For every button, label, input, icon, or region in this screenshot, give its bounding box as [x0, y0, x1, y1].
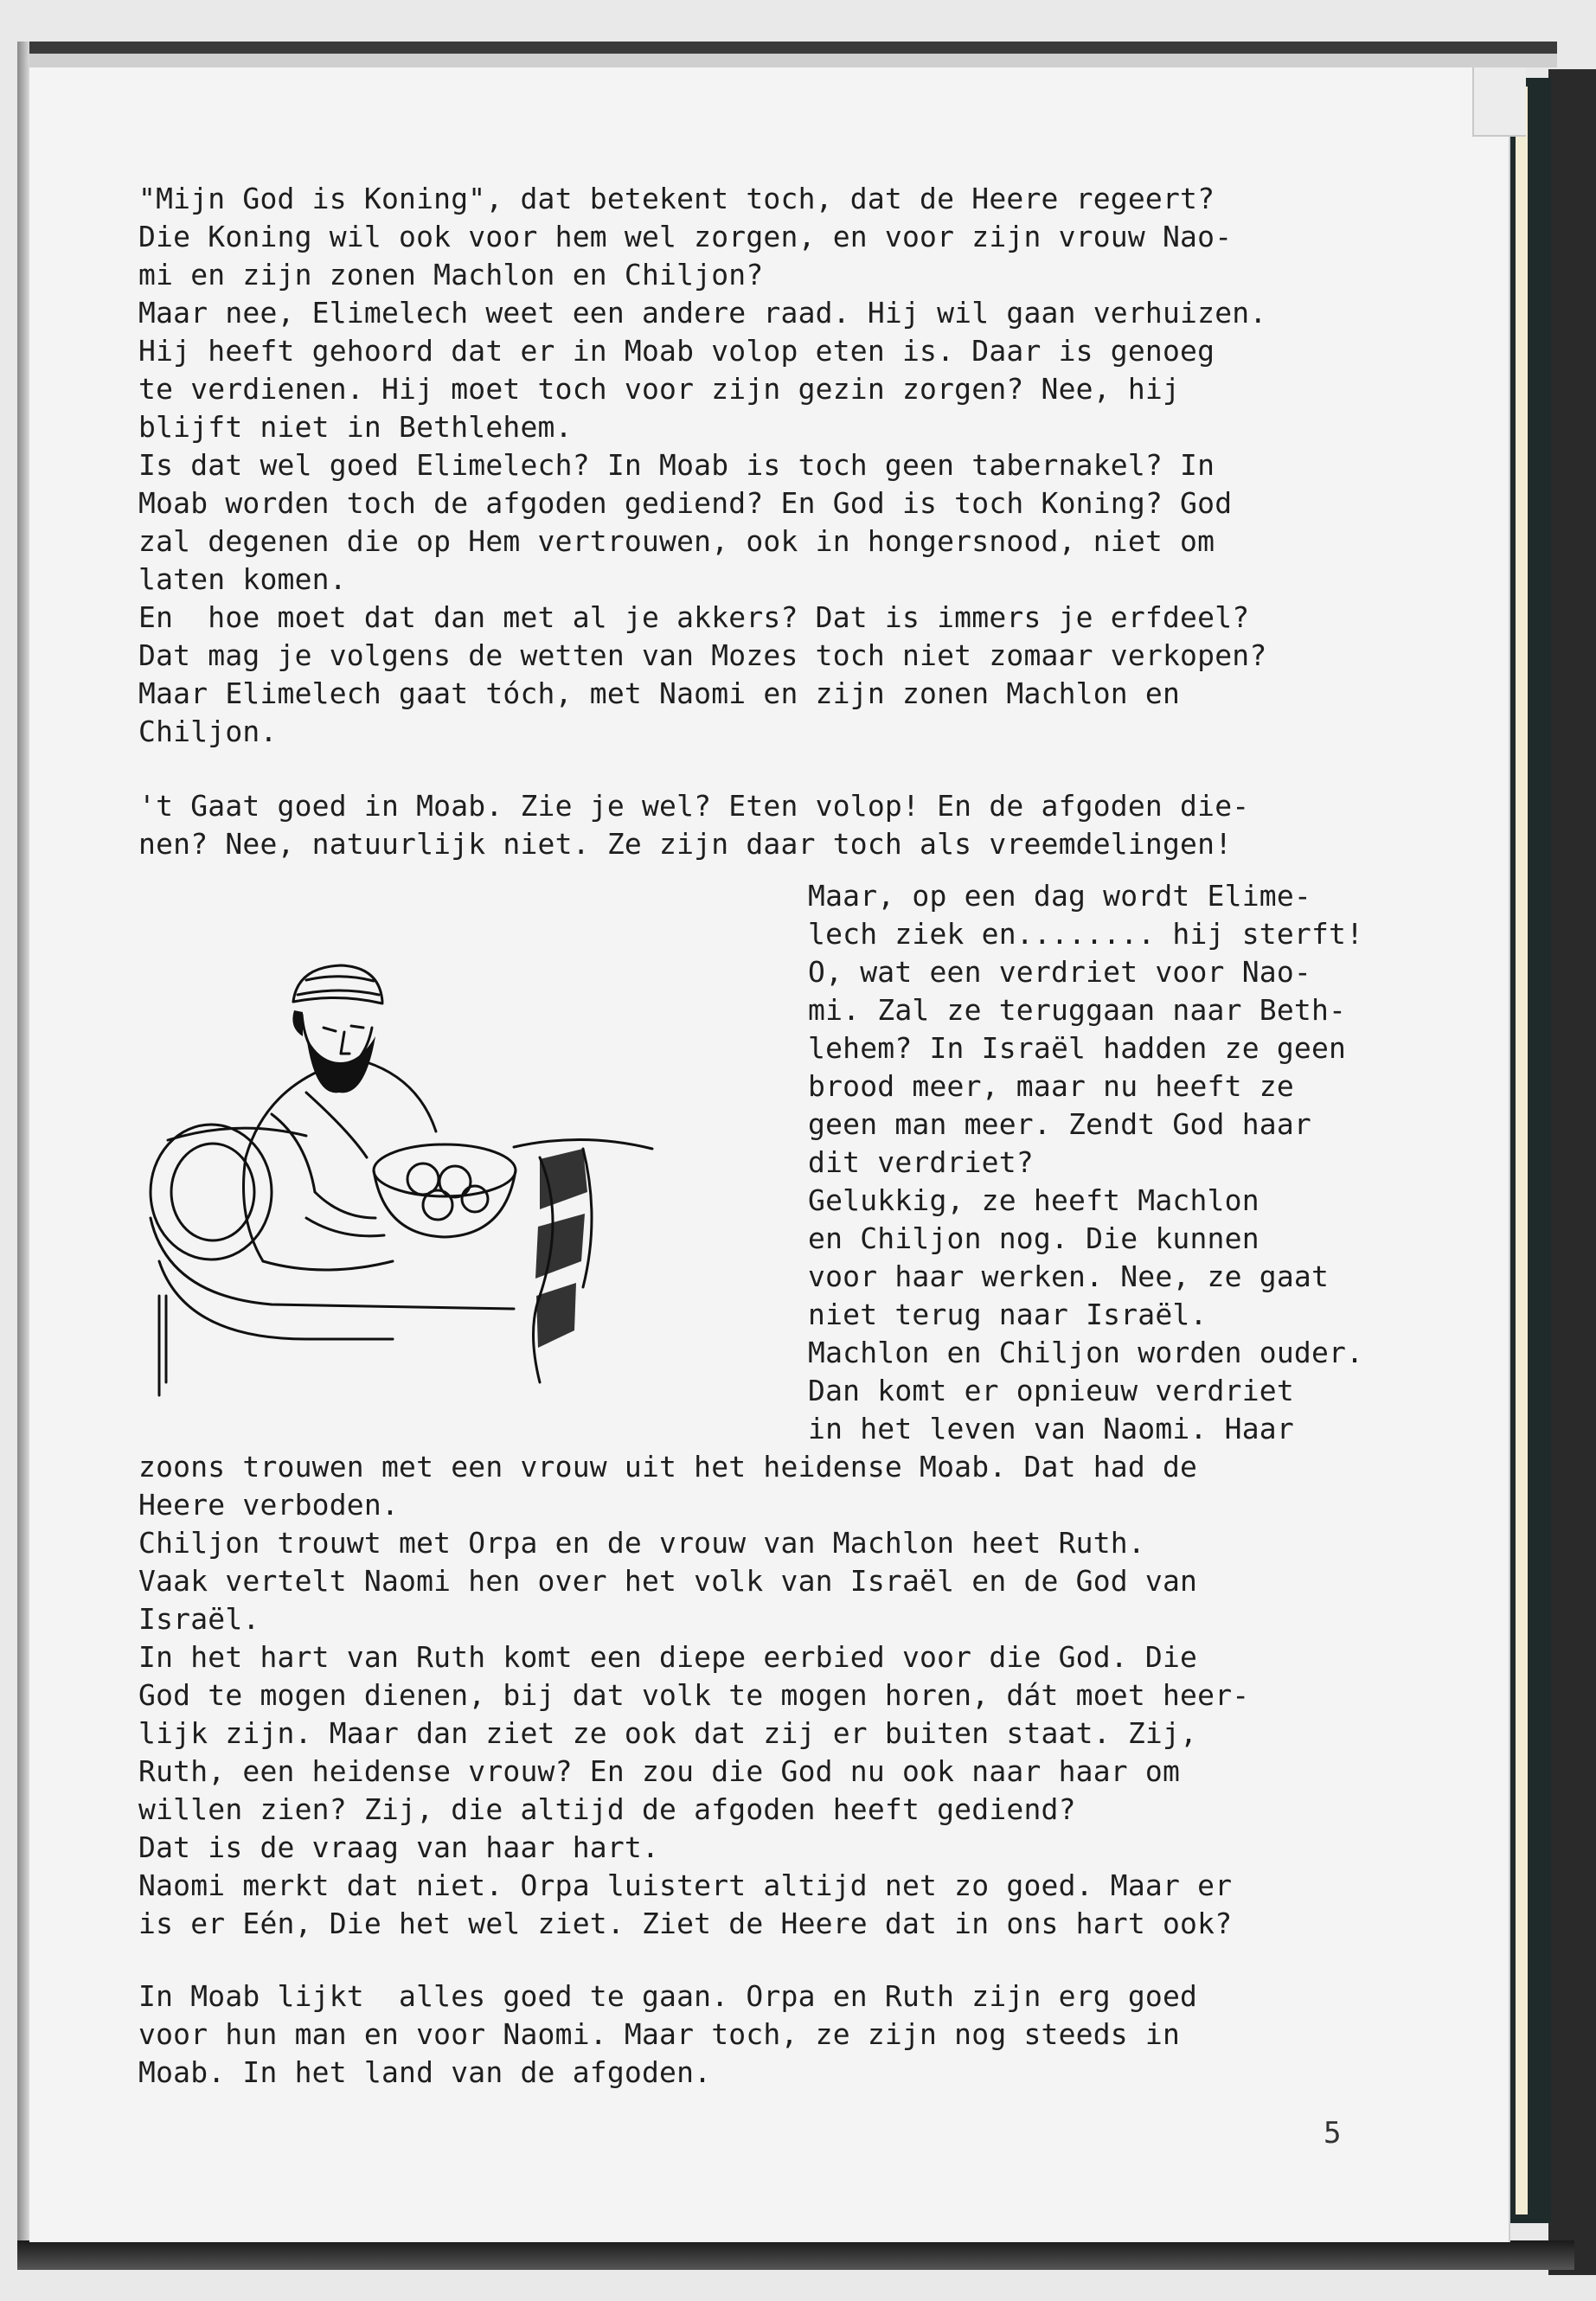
text-line: Die Koning wil ook voor hem wel zorgen, en voor zijn vrouw Nao- [138, 220, 1233, 253]
text-line: mi en zijn zonen Machlon en Chiljon? [138, 258, 764, 292]
paragraph-marriages [138, 1448, 1249, 1943]
text-line: lech ziek en........ hij sterft! [808, 917, 1364, 951]
scan-left-edge [17, 42, 29, 2256]
scan-right-edge [1548, 69, 1596, 2275]
man-reclining-with-fruit-bowl-illustration [133, 933, 756, 1400]
page-stack-edge [1516, 87, 1528, 2214]
text-line: brood meer, maar nu heeft ze [808, 1069, 1294, 1103]
text-line: Chiljon trouwt met Orpa en de vrouw van Machlon heet Ruth. [138, 1526, 1145, 1560]
text-line: God te mogen dienen, bij dat volk te mogen horen, dát moet heer- [138, 1678, 1250, 1712]
text-line: geen man meer. Zendt God haar [808, 1107, 1311, 1141]
text-line: Israël. [138, 1602, 260, 1636]
text-line: Dan komt er opnieuw verdriet [808, 1374, 1294, 1407]
text-line: Maar Elimelech gaat tóch, met Naomi en zijn zonen Machlon en [138, 676, 1181, 710]
text-line: nen? Nee, natuurlijk niet. Ze zijn daar toch als vreemdelingen! [138, 827, 1233, 861]
book-page [29, 67, 1510, 2242]
text-line: lijk zijn. Maar dan ziet ze ook dat zij er buiten staat. Zij, [138, 1716, 1198, 1750]
text-line: Chiljon. [138, 715, 278, 748]
text-line: is er Eén, Die het wel ziet. Ziet de Heere dat in ons hart ook? [138, 1907, 1233, 1940]
text-line: Gelukkig, ze heeft Machlon [808, 1183, 1259, 1217]
text-line: Ruth, een heidense vrouw? En zou die God nu ook naar haar om [138, 1754, 1181, 1788]
text-line: 't Gaat goed in Moab. Zie je wel? Eten volop! En de afgoden die- [138, 789, 1250, 823]
paragraph-life-in-moab [138, 787, 1249, 863]
text-line: Machlon en Chiljon worden ouder. [808, 1336, 1364, 1369]
text-line: laten komen. [138, 562, 347, 596]
page-corner-fold [1472, 67, 1526, 137]
text-line: zoons trouwen met een vrouw uit het heidense Moab. Dat had de [138, 1450, 1198, 1484]
text-line: niet terug naar Israël. [808, 1298, 1208, 1331]
text-line: Dat mag je volgens de wetten van Mozes toch niet zomaar verkopen? [138, 638, 1267, 672]
text-line: lehem? In Israël hadden ze geen [808, 1031, 1347, 1065]
text-line: en Chiljon nog. Die kunnen [808, 1221, 1259, 1255]
text-line: "Mijn God is Koning", dat betekent toch, dat de Heere regeert? [138, 182, 1215, 215]
text-line: Maar, op een dag wordt Elime- [808, 879, 1311, 913]
text-line: Maar nee, Elimelech weet een andere raad. Hij wil gaan verhuizen. [138, 296, 1267, 330]
paragraph-orpa-ruth [138, 1977, 1197, 2092]
text-line: In het hart van Ruth komt een diepe eerbied voor die God. Die [138, 1640, 1198, 1674]
text-line: Moab. In het land van de afgoden. [138, 2055, 712, 2089]
text-line: zal degenen die op Hem vertrouwen, ook in hongersnood, niet om [138, 524, 1215, 558]
paragraph-elimelech-leaves [138, 180, 1266, 751]
text-line: Heere verboden. [138, 1488, 400, 1522]
text-line: te verdienen. Hij moet toch voor zijn gezin zorgen? Nee, hij [138, 372, 1181, 406]
text-line: blijft niet in Bethlehem. [138, 410, 573, 444]
text-line: voor haar werken. Nee, ze gaat [808, 1259, 1330, 1293]
text-line: En hoe moet dat dan met al je akkers? Dat is immers je erfdeel? [138, 600, 1250, 634]
text-line: dit verdriet? [808, 1145, 1034, 1179]
text-line: voor hun man en voor Naomi. Maar toch, ze zijn nog steeds in [138, 2017, 1181, 2051]
scan-bottom-edge [17, 2240, 1574, 2270]
text-line: Dat is de vraag van haar hart. [138, 1830, 660, 1864]
text-line: in het leven van Naomi. Haar [808, 1412, 1294, 1445]
text-line: Hij heeft gehoord dat er in Moab volop eten is. Daar is genoeg [138, 334, 1215, 368]
scan-top-edge-light [17, 54, 1557, 67]
text-line: In Moab lijkt alles goed te gaan. Orpa en Ruth zijn erg goed [138, 1979, 1198, 2013]
text-line: willen zien? Zij, die altijd de afgoden heeft gediend? [138, 1792, 1076, 1826]
text-line: Moab worden toch de afgoden gediend? En God is toch Koning? God [138, 486, 1233, 520]
text-line: Naomi merkt dat niet. Orpa luistert altijd net zo goed. Maar er [138, 1868, 1233, 1902]
page-number: 5 [1324, 2116, 1342, 2150]
text-line: Is dat wel goed Elimelech? In Moab is toch geen tabernakel? In [138, 448, 1215, 482]
text-line: mi. Zal ze teruggaan naar Beth- [808, 993, 1347, 1027]
paragraph-beside-illustration [808, 877, 1363, 1448]
text-line: O, wat een verdriet voor Nao- [808, 955, 1311, 989]
text-line: Vaak vertelt Naomi hen over het volk van Israël en de God van [138, 1564, 1198, 1598]
